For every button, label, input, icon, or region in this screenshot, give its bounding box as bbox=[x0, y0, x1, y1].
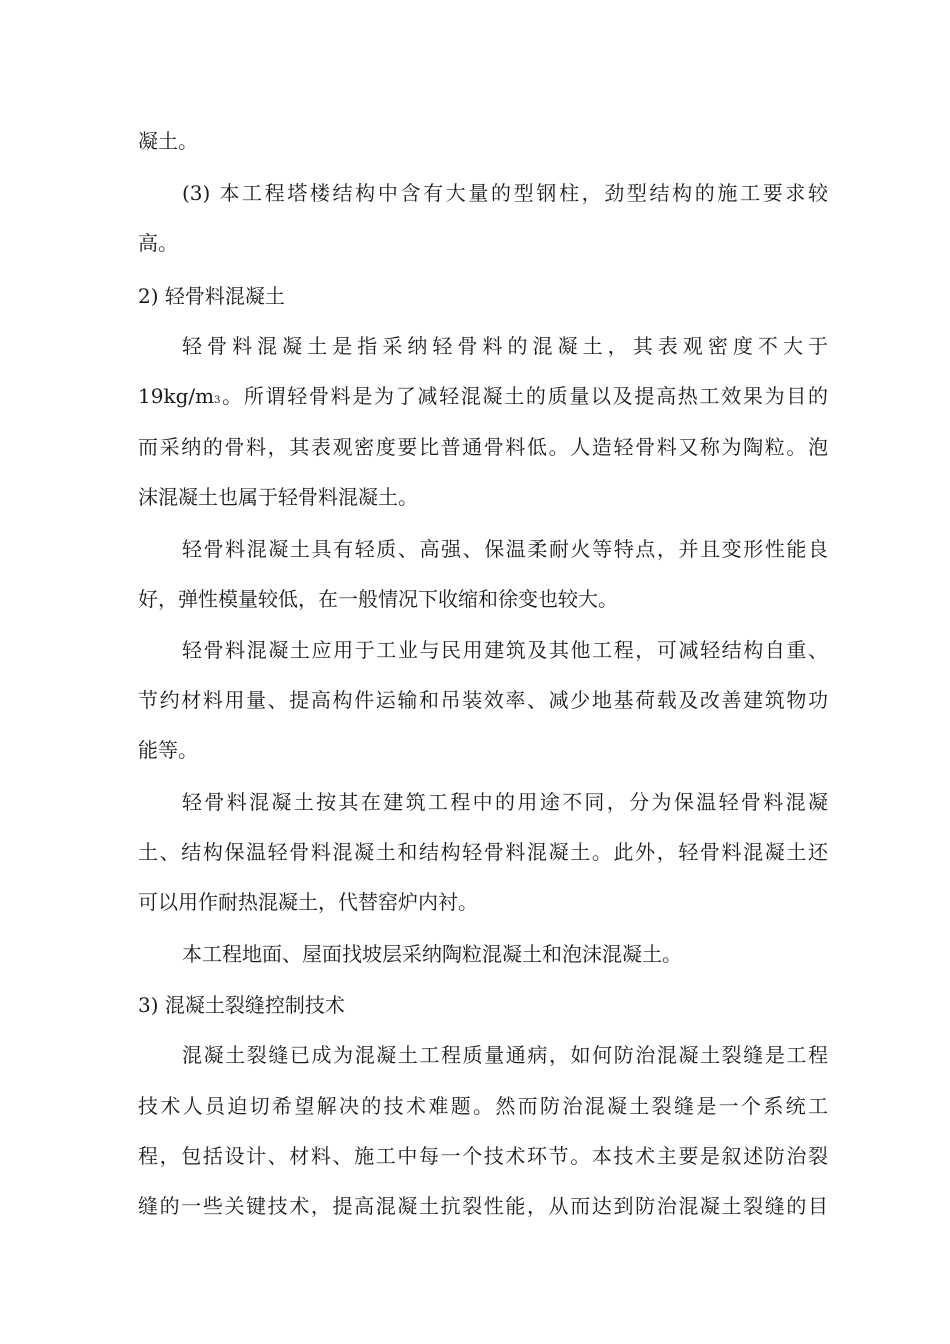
section-heading: 3) 混凝土裂缝控制技术 bbox=[138, 993, 345, 1017]
paragraph-line: 轻骨料混凝土具有轻质、高强、保温柔耐火等特点，并且变形性能良 bbox=[182, 537, 828, 561]
paragraph-line: 轻骨料混凝土应用于工业与民用建筑及其他工程，可减轻结构自重、 bbox=[182, 638, 828, 662]
paragraph-line: 本工程地面、屋面找坡层采纳陶粒混凝土和泡沫混凝土。 bbox=[182, 942, 682, 966]
paragraph-line-text: 。所谓轻骨料是为了减轻混凝土的质量以及提高热工效果为目的 bbox=[220, 384, 828, 408]
density-value: 19kg/m bbox=[138, 384, 215, 408]
paragraph-line: 可以用作耐热混凝土，代替窑炉内衬。 bbox=[138, 890, 478, 914]
paragraph-line: 轻骨料混凝土按其在建筑工程中的用途不同，分为保温轻骨料混凝 bbox=[182, 790, 828, 814]
paragraph-line: (3) 本工程塔楼结构中含有大量的型钢柱，劲型结构的施工要求较 bbox=[182, 181, 828, 205]
paragraph-line: 缝的一些关键技术，提高混凝土抗裂性能，从而达到防治混凝土裂缝的目 bbox=[138, 1194, 828, 1218]
paragraph-line: 混凝土裂缝已成为混凝土工程质量通病，如何防治混凝土裂缝是工程 bbox=[182, 1043, 828, 1067]
paragraph-line: 好，弹性模量较低，在一般情况下收缩和徐变也较大。 bbox=[138, 587, 618, 611]
paragraph-line: 能等。 bbox=[138, 738, 198, 762]
paragraph-line: 凝土。 bbox=[138, 129, 198, 153]
paragraph-line: 土、结构保温轻骨料混凝土和结构轻骨料混凝土。此外，轻骨料混凝土还 bbox=[138, 840, 828, 864]
paragraph-line: 程，包括设计、材料、施工中每一个技术环节。本技术主要是叙述防治裂 bbox=[138, 1144, 828, 1168]
density-unit-superscript: 3 bbox=[214, 395, 221, 406]
paragraph-line: 轻骨料混凝土是指采纳轻骨料的混凝土，其表观密度不大于 bbox=[182, 334, 828, 358]
paragraph-line: 高。 bbox=[138, 231, 178, 255]
paragraph-line: 节约材料用量、提高构件运输和吊装效率、减少地基荷载及改善建筑物功 bbox=[138, 688, 828, 712]
section-heading: 2) 轻骨料混凝土 bbox=[138, 284, 285, 308]
paragraph-line bbox=[138, 383, 828, 414]
paragraph-line: 技术人员迫切希望解决的技术难题。然而防治混凝土裂缝是一个系统工 bbox=[138, 1094, 828, 1118]
paragraph-line: 而采纳的骨料，其表观密度要比普通骨料低。人造轻骨料又称为陶粒。泡 bbox=[138, 435, 828, 459]
paragraph-line: 沫混凝土也属于轻骨料混凝土。 bbox=[138, 485, 418, 509]
